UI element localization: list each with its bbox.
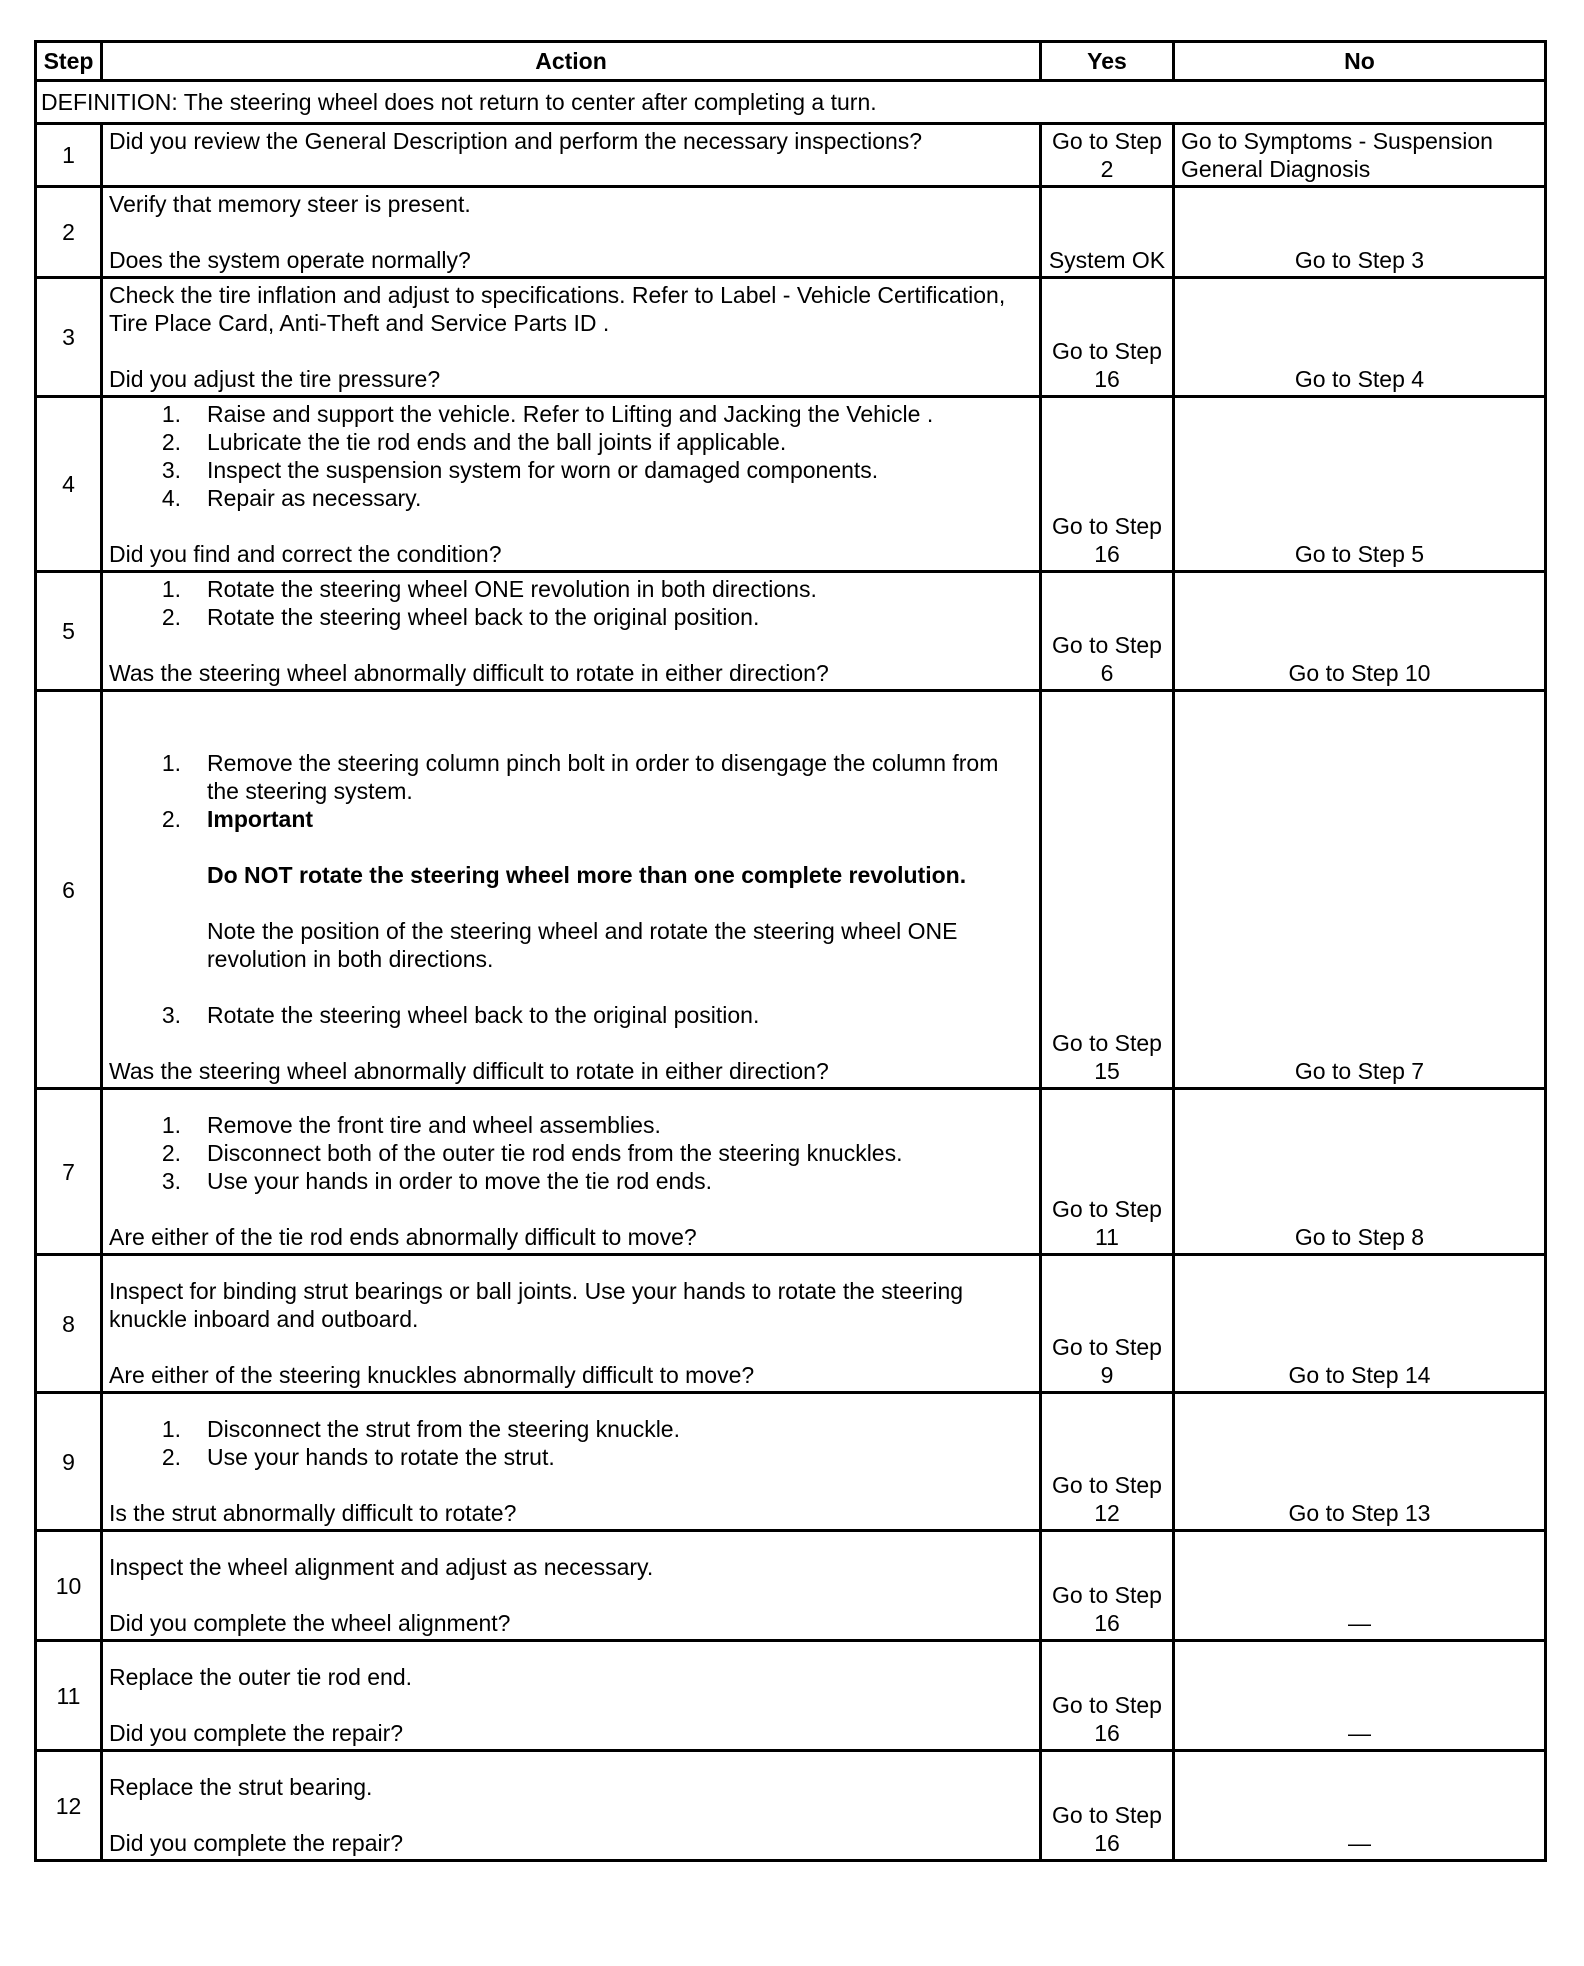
yes-link[interactable]: Go to Step 16 (1041, 1641, 1174, 1751)
diagnostic-table-container (34, 40, 1544, 1862)
list-item: 2. Rotate the steering wheel back to the original position. (161, 604, 760, 630)
table-row (36, 278, 1546, 397)
action-instruction: Replace the outer tie rod end. (109, 1664, 413, 1690)
list-item: 3. Use your hands in order to move the tie rod ends. (161, 1168, 713, 1194)
yes-link[interactable]: Go to Step 6 (1041, 572, 1174, 691)
action-question: Did you complete the wheel alignment? (109, 1610, 511, 1636)
step-number: 11 (36, 1641, 102, 1751)
diagnostic-table (34, 40, 1547, 1862)
list-item: 2. Important Do NOT rotate the steering wheel more than one complete revolution. Note the position of the steering wheel and rotate the steering wheel ONE revolution in both directions. (109, 805, 1033, 1001)
action-text: Did you review the General Description and perform the necessary inspections? (102, 124, 1041, 187)
step-number: 1 (36, 124, 102, 187)
list-item: 1. Remove the front tire and wheel assemblies. (161, 1112, 661, 1138)
step-number: 3 (36, 278, 102, 397)
action-list (109, 400, 1033, 512)
list-item: 2. Disconnect both of the outer tie rod ends from the steering knuckles. (161, 1140, 903, 1166)
no-link[interactable]: Go to Step 14 (1174, 1255, 1546, 1393)
step-number: 2 (36, 187, 102, 278)
list-item: 3. Rotate the steering wheel back to the original position. (161, 1002, 760, 1028)
no-link[interactable]: Go to Step 10 (1174, 572, 1546, 691)
step-number: 5 (36, 572, 102, 691)
definition-text: DEFINITION: The steering wheel does not return to center after completing a turn. (36, 81, 1546, 124)
list-item: 1. Rotate the steering wheel ONE revolution in both directions. (161, 576, 817, 602)
step-number: 6 (36, 691, 102, 1089)
step-number: 4 (36, 397, 102, 572)
step-number: 10 (36, 1531, 102, 1641)
yes-link[interactable]: Go to Step 16 (1041, 278, 1174, 397)
list-item: 2. Lubricate the tie rod ends and the ball joints if applicable. (161, 429, 787, 455)
no-dash: — (1174, 1641, 1546, 1751)
yes-link[interactable]: Go to Step 2 (1041, 124, 1174, 187)
action-cell (102, 278, 1041, 397)
table-row (36, 1751, 1546, 1861)
list-item: 1. Remove the steering column pinch bolt in order to disengage the column from the steering system. (161, 750, 999, 804)
list-item: 1. Disconnect the strut from the steering knuckle. (161, 1416, 680, 1442)
yes-link[interactable]: Go to Step 12 (1041, 1393, 1174, 1531)
header-step: Step (36, 42, 102, 81)
table-row (36, 397, 1546, 572)
important-label: Important (207, 806, 314, 832)
action-cell (102, 1089, 1041, 1255)
action-question: Did you adjust the tire pressure? (109, 366, 441, 392)
step-number: 9 (36, 1393, 102, 1531)
action-list (109, 1415, 1033, 1471)
no-link[interactable]: Go to Step 4 (1174, 278, 1546, 397)
table-row (36, 691, 1546, 1089)
table-row (36, 1641, 1546, 1751)
action-question: Does the system operate normally? (109, 247, 471, 273)
action-question: Did you complete the repair? (109, 1830, 404, 1856)
action-list (109, 575, 1033, 631)
table-row (36, 1393, 1546, 1531)
action-instruction: Check the tire inflation and adjust to specifications. Refer to Label - Vehicle Certification, Tire Place Card, Anti-Theft and Service Parts ID . (109, 282, 1006, 336)
action-instruction: Verify that memory steer is present. (109, 191, 471, 217)
step-number: 7 (36, 1089, 102, 1255)
action-cell (102, 1641, 1041, 1751)
table-row (36, 1255, 1546, 1393)
action-instruction: Inspect for binding strut bearings or ball joints. Use your hands to rotate the steering knuckle inboard and outboard. (109, 1278, 964, 1332)
action-cell (102, 1255, 1041, 1393)
table-row (36, 1089, 1546, 1255)
action-question: Are either of the steering knuckles abnormally difficult to move? (109, 1362, 755, 1388)
no-link[interactable]: Go to Step 7 (1174, 691, 1546, 1089)
no-link[interactable]: Go to Symptoms - Suspension General Diagnosis (1174, 124, 1546, 187)
no-link[interactable]: Go to Step 5 (1174, 397, 1546, 572)
no-link[interactable]: Go to Step 13 (1174, 1393, 1546, 1531)
table-row (36, 124, 1546, 187)
step-number: 8 (36, 1255, 102, 1393)
list-item: 2. Use your hands to rotate the strut. (161, 1444, 555, 1470)
header-action: Action (102, 42, 1041, 81)
action-cell (102, 1751, 1041, 1861)
action-cell (102, 397, 1041, 572)
header-no: No (1174, 42, 1546, 81)
action-instruction: Replace the strut bearing. (109, 1774, 373, 1800)
action-cell (102, 572, 1041, 691)
yes-link[interactable]: Go to Step 16 (1041, 397, 1174, 572)
no-link[interactable]: Go to Step 8 (1174, 1089, 1546, 1255)
action-question: Is the strut abnormally difficult to rotate? (109, 1500, 517, 1526)
definition-row (36, 81, 1546, 124)
yes-link[interactable]: System OK (1041, 187, 1174, 278)
action-question: Was the steering wheel abnormally difficult to rotate in either direction? (109, 1058, 829, 1084)
list-item-text: Note the position of the steering wheel and rotate the steering wheel ONE revolution in both directions. (207, 918, 958, 972)
table-row (36, 187, 1546, 278)
no-link[interactable]: Go to Step 3 (1174, 187, 1546, 278)
no-dash: — (1174, 1531, 1546, 1641)
warning-text: Do NOT rotate the steering wheel more than one complete revolution. (207, 862, 967, 888)
action-list (109, 1111, 1033, 1195)
action-question: Was the steering wheel abnormally difficult to rotate in either direction? (109, 660, 829, 686)
header-yes: Yes (1041, 42, 1174, 81)
list-item: 1. Raise and support the vehicle. Refer to Lifting and Jacking the Vehicle . (161, 401, 934, 427)
list-item: 3. Inspect the suspension system for worn or damaged components. (161, 457, 879, 483)
yes-link[interactable]: Go to Step 16 (1041, 1531, 1174, 1641)
yes-link[interactable]: Go to Step 11 (1041, 1089, 1174, 1255)
list-item: 4. Repair as necessary. (161, 485, 422, 511)
no-dash: — (1174, 1751, 1546, 1861)
table-row (36, 572, 1546, 691)
action-cell (102, 1393, 1041, 1531)
action-question: Did you find and correct the condition? (109, 541, 502, 567)
action-instruction: Inspect the wheel alignment and adjust as necessary. (109, 1554, 654, 1580)
yes-link[interactable]: Go to Step 15 (1041, 691, 1174, 1089)
action-list (109, 749, 1033, 1029)
table-row (36, 1531, 1546, 1641)
action-question: Did you complete the repair? (109, 1720, 404, 1746)
step-number: 12 (36, 1751, 102, 1861)
yes-link[interactable]: Go to Step 16 (1041, 1751, 1174, 1861)
action-cell (102, 691, 1041, 1089)
action-cell (102, 187, 1041, 278)
yes-link[interactable]: Go to Step 9 (1041, 1255, 1174, 1393)
action-question: Are either of the tie rod ends abnormally difficult to move? (109, 1224, 697, 1250)
header-row (36, 42, 1546, 81)
action-cell (102, 1531, 1041, 1641)
